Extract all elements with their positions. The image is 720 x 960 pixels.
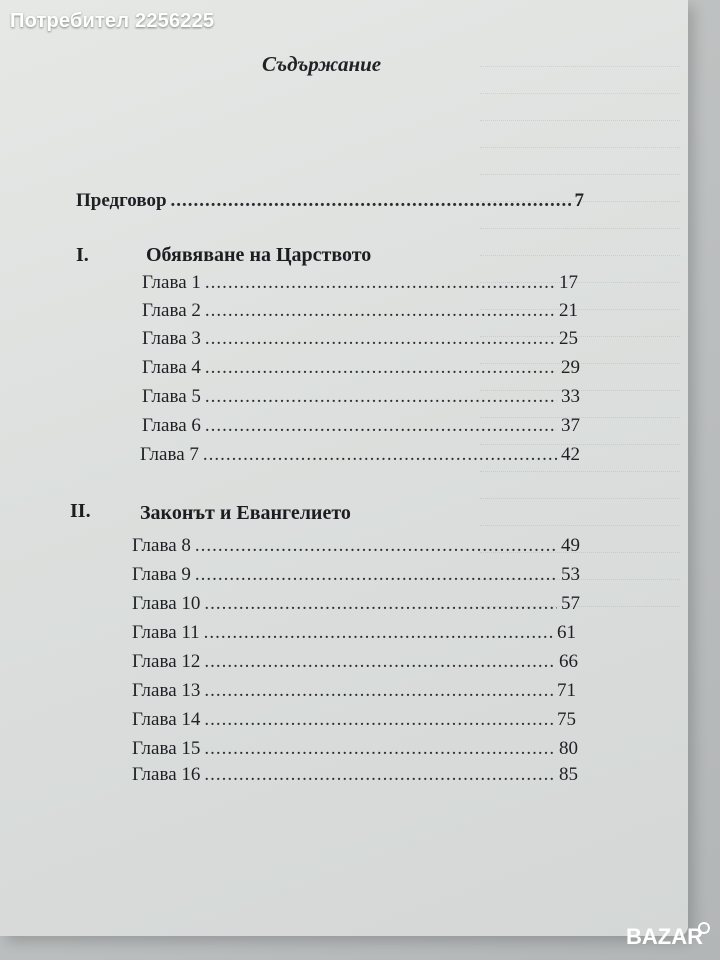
- part-title: Обявяване на Царството: [146, 244, 372, 266]
- dot-leader: [204, 709, 553, 731]
- dot-leader: [195, 535, 557, 557]
- user-watermark: Потребител 2256225: [10, 10, 215, 32]
- toc-entry: [132, 622, 576, 644]
- bazar-logo: [624, 918, 712, 952]
- toc-entry: [132, 651, 578, 673]
- toc-entry: [132, 535, 580, 557]
- chapter-page: 37: [561, 415, 580, 436]
- dot-leader: [204, 622, 553, 644]
- part-number: I.: [76, 244, 89, 266]
- dot-leader: [204, 738, 555, 760]
- dot-leader: [204, 764, 555, 786]
- dot-leader: [171, 190, 571, 212]
- chapter-page: 61: [557, 622, 576, 643]
- dot-leader: [205, 415, 557, 437]
- chapter-label: Глава 5: [142, 386, 201, 407]
- dot-leader: [205, 357, 557, 379]
- chapter-label: Глава 2: [142, 300, 201, 321]
- chapter-label: Глава 11: [132, 622, 200, 643]
- chapter-label: Глава 4: [142, 357, 201, 378]
- part-number: II.: [70, 500, 91, 522]
- toc-entry: [132, 738, 578, 760]
- chapter-page: 53: [561, 564, 580, 585]
- dot-leader: [195, 564, 557, 586]
- chapter-label: Глава 6: [142, 415, 201, 436]
- chapter-page: 29: [561, 357, 580, 378]
- dot-leader: [204, 593, 557, 615]
- toc-entry: [132, 593, 580, 615]
- dot-leader: [205, 300, 555, 322]
- chapter-label: Глава 1: [142, 272, 201, 293]
- chapter-page: 33: [561, 386, 580, 407]
- toc-entry: [132, 709, 576, 731]
- chapter-label: Глава 8: [132, 535, 191, 556]
- toc-entry: [132, 564, 580, 586]
- preface-label: Предговор: [76, 190, 167, 211]
- toc-entry: [132, 680, 576, 702]
- preface-page: 7: [574, 190, 584, 211]
- chapter-page: 80: [559, 738, 578, 759]
- toc-entry: [140, 444, 580, 466]
- chapter-page: 21: [559, 300, 578, 321]
- logo-text: BAZAR: [626, 924, 703, 949]
- dot-leader: [204, 680, 553, 702]
- toc-entry: [142, 386, 580, 408]
- chapter-label: Глава 14: [132, 709, 201, 730]
- chapter-page: 71: [557, 680, 576, 701]
- chapter-label: Глава 13: [132, 680, 201, 701]
- dot-leader: [203, 444, 557, 466]
- chapter-label: Глава 10: [132, 593, 201, 614]
- chapter-label: Глава 7: [140, 444, 199, 465]
- chapter-label: Глава 15: [132, 738, 201, 759]
- chapter-label: Глава 12: [132, 651, 201, 672]
- part-title: Законът и Евангелието: [140, 502, 351, 524]
- chapter-label: Глава 3: [142, 328, 201, 349]
- chapter-page: 25: [559, 328, 578, 349]
- dot-leader: [204, 651, 555, 673]
- chapter-page: 57: [561, 593, 580, 614]
- chapter-page: 42: [561, 444, 580, 465]
- toc-entry: [142, 357, 580, 379]
- preface-entry: [76, 190, 584, 212]
- page-title: Съдържание: [262, 52, 382, 76]
- chapter-page: 85: [559, 764, 578, 785]
- chapter-label: Глава 16: [132, 764, 201, 785]
- chapter-page: 66: [559, 651, 578, 672]
- chapter-page: 49: [561, 535, 580, 556]
- chapter-page: 75: [557, 709, 576, 730]
- dot-leader: [205, 272, 555, 294]
- dot-leader: [205, 328, 555, 350]
- toc-entry: [132, 764, 578, 786]
- toc-entry: [142, 328, 578, 350]
- toc-entry: [142, 300, 578, 322]
- chapter-label: Глава 9: [132, 564, 191, 585]
- toc-entry: [142, 272, 578, 294]
- toc-entry: [142, 415, 580, 437]
- chapter-page: 17: [559, 272, 578, 293]
- dot-leader: [205, 386, 557, 408]
